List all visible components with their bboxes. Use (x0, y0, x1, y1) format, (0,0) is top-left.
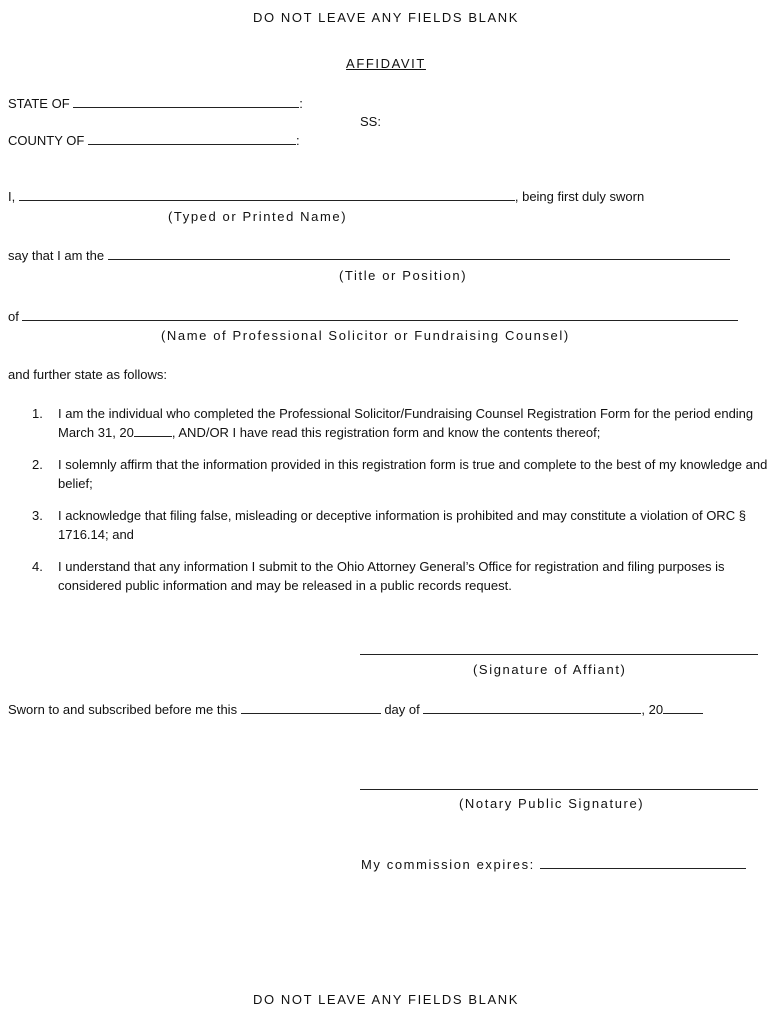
county-line (8, 132, 300, 148)
county-field[interactable] (88, 132, 296, 145)
statement-item (8, 557, 768, 595)
org-line (8, 308, 738, 324)
name-caption: (Typed or Printed Name) (168, 209, 348, 224)
jurat-year-field[interactable] (663, 701, 703, 714)
ss-label: SS: (360, 114, 381, 129)
notary-signature-field[interactable] (360, 789, 758, 790)
jurat-day-label: day of (384, 702, 420, 717)
title-prefix: say that I am the (8, 248, 105, 263)
affiant-signature-field[interactable] (360, 654, 758, 655)
jurat-prefix: Sworn to and subscribed before me this (8, 702, 238, 717)
county-label: COUNTY OF (8, 133, 85, 148)
bottom-warning: DO NOT LEAVE ANY FIELDS BLANK (252, 992, 520, 1007)
further-statement: and further state as follows: (8, 367, 167, 382)
title-caption: (Title or Position) (339, 268, 468, 283)
statement-item (8, 404, 768, 442)
affiant-signature-caption: (Signature of Affiant) (473, 662, 627, 677)
title-field[interactable] (108, 247, 730, 260)
commission-line (361, 856, 746, 872)
statement-number: 3. (32, 508, 43, 523)
title-text: AFFIDAVIT (346, 56, 426, 71)
org-field[interactable] (22, 308, 738, 321)
county-colon: : (295, 133, 300, 148)
jurat-day-field[interactable] (241, 701, 381, 714)
affiant-name-line (8, 188, 644, 204)
notary-signature-caption: (Notary Public Signature) (459, 796, 645, 811)
jurat-month-field[interactable] (423, 701, 641, 714)
title-line (8, 247, 730, 263)
statement-number: 2. (32, 457, 43, 472)
statement-number: 1. (32, 406, 43, 421)
statement-text: I acknowledge that filing false, misleading or deceptive information is prohibited and may constitute a violation of ORC § 1716.14; and (58, 508, 746, 542)
commission-label: My commission expires: (361, 857, 535, 872)
jurat-line (8, 701, 703, 717)
statement-text: I solemnly affirm that the information provided in this registration form is true and complete to the best of my knowledge and belief; (58, 457, 768, 491)
statement-item (8, 455, 768, 493)
commission-field[interactable] (540, 856, 746, 869)
document-title (0, 56, 772, 71)
top-warning: DO NOT LEAVE ANY FIELDS BLANK (252, 10, 520, 25)
jurat-year-prefix: , 20 (641, 702, 664, 717)
affiant-suffix: , being first duly sworn (514, 189, 645, 204)
org-caption: (Name of Professional Solicitor or Fundraising Counsel) (161, 328, 570, 343)
state-label: STATE OF (8, 96, 70, 111)
statement-list (8, 404, 768, 608)
affiant-name-field[interactable] (19, 188, 515, 201)
statement-text: I understand that any information I submit to the Ohio Attorney General’s Office for registration and filing purposes is considered public information and may be released in a public records request. (58, 559, 725, 593)
state-line (8, 95, 303, 111)
state-colon: : (299, 96, 303, 111)
statement-number: 4. (32, 559, 43, 574)
state-field[interactable] (73, 95, 299, 108)
statement-item (8, 506, 768, 544)
statement-text-continued: , AND/OR I have read this registration form and know the contents thereof; (171, 425, 601, 440)
statement-text: I am the individual who completed the Professional Solicitor/Fundraising Counsel Registration Form for the period ending March 31, 20 (58, 406, 754, 440)
org-prefix: of (8, 309, 19, 324)
year-field[interactable] (134, 424, 172, 437)
affiant-prefix: I, (8, 189, 16, 204)
